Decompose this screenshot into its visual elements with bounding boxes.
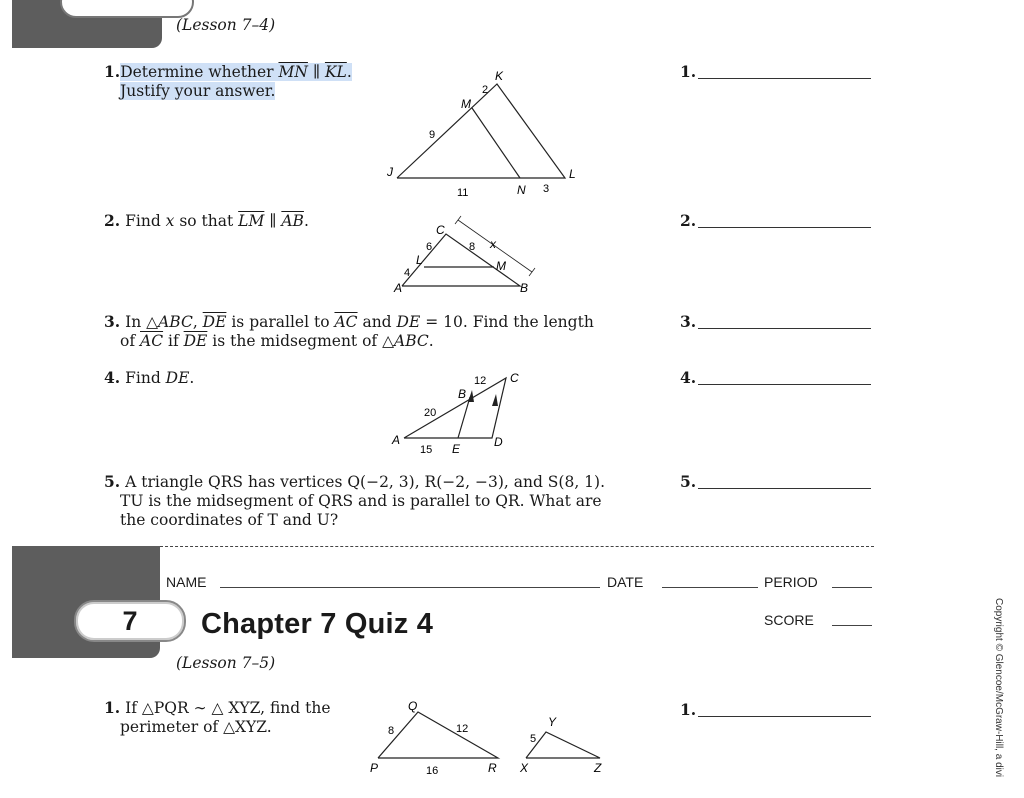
length-label: 11 xyxy=(457,187,469,199)
vertex-label: C xyxy=(436,223,445,237)
answer-blank[interactable]: 3. xyxy=(680,312,871,331)
length-label: x xyxy=(490,237,496,251)
quiz-title: Chapter 7 Quiz 4 xyxy=(201,608,434,640)
vertex-label: X xyxy=(520,761,529,775)
vertex-label: C xyxy=(510,371,519,385)
score-label: SCORE xyxy=(764,612,814,628)
length-label: 8 xyxy=(388,725,395,737)
length-label: 12 xyxy=(474,375,487,387)
vertex-label: R xyxy=(488,761,497,775)
date-label: DATE xyxy=(607,574,644,590)
question-number: 1. xyxy=(104,62,121,81)
chapter-pill-top xyxy=(60,0,194,18)
length-label: 8 xyxy=(469,241,476,253)
length-label: 4 xyxy=(404,267,411,279)
vertex-label: K xyxy=(495,69,504,83)
length-label: 6 xyxy=(426,241,433,253)
question-1: 1.Determine whether $\overline{MN}$ ∥ $\overline{KL}$. Justify your answer. xyxy=(104,62,352,100)
length-label: 12 xyxy=(456,723,469,735)
length-label: 3 xyxy=(543,183,550,195)
question-5: 5. A triangle QRS has vertices Q(−2, 3), R(−2, −3), and S(8, 1). TU is the midsegment of QRS and is parallel to QR. What are the coordinates of T and U? xyxy=(104,472,606,529)
vertex-label: N xyxy=(517,183,526,197)
vertex-label: Z xyxy=(594,761,602,775)
question-3: 3. In △ABC, $\overline{DE}$ is parallel to $\overline{AC}$ and DE = 10. Find the length of $\overline{AC}$ if $\overline{DE}$ is the midsegment of △ABC. xyxy=(104,312,594,350)
vertex-label: A xyxy=(394,281,403,295)
figure-triangle-abc-2 xyxy=(390,214,550,296)
name-label: NAME xyxy=(166,574,207,590)
date-field[interactable] xyxy=(662,586,758,588)
vertex-label: J xyxy=(387,165,393,179)
figure-triangle-jkl xyxy=(385,66,595,202)
answer-blank[interactable]: 1. xyxy=(680,62,871,81)
vertex-label: Y xyxy=(548,715,557,729)
answer-blank[interactable]: 1. xyxy=(680,700,871,719)
length-label: 16 xyxy=(426,765,439,777)
length-label: 20 xyxy=(424,407,437,419)
vertex-label: L xyxy=(416,253,423,267)
answer-blank[interactable]: 2. xyxy=(680,211,871,230)
chapter-number-pill: 7 xyxy=(74,600,186,642)
period-field[interactable] xyxy=(832,586,872,588)
period-label: PERIOD xyxy=(764,574,818,590)
vertex-label: B xyxy=(520,281,529,295)
length-label: 2 xyxy=(482,84,489,96)
cut-line xyxy=(150,546,874,547)
length-label: 15 xyxy=(420,444,433,454)
question-4: 4. Find DE. xyxy=(104,368,195,387)
vertex-label: Q xyxy=(408,699,418,713)
vertex-label: D xyxy=(494,435,503,449)
lesson-label: (Lesson 7–5) xyxy=(176,654,276,672)
length-label: 5 xyxy=(530,733,537,745)
figure-triangle-acd xyxy=(388,368,548,454)
answer-blank[interactable]: 5. xyxy=(680,472,871,491)
vertex-label: P xyxy=(370,761,379,775)
score-field[interactable] xyxy=(832,624,872,626)
vertex-label: A xyxy=(392,433,401,447)
vertex-label: B xyxy=(458,387,467,401)
lesson-label: (Lesson 7–4) xyxy=(176,16,276,34)
quiz4-question-1: 1. If △PQR ∼ △ XYZ, find the perimeter of △XYZ. xyxy=(104,698,331,736)
vertex-label: E xyxy=(452,442,461,454)
copyright-notice: Copyright © Glencoe/McGraw-Hill, a divi xyxy=(993,598,1004,778)
vertex-label: M xyxy=(496,259,506,273)
vertex-label: M xyxy=(461,97,471,111)
vertex-label: L xyxy=(569,167,576,181)
name-field[interactable] xyxy=(220,586,600,588)
figure-similar-triangles xyxy=(364,696,614,780)
question-2: 2. Find x so that $\overline{LM}$ ∥ $\overline{AB}$. xyxy=(104,211,309,230)
length-label: 9 xyxy=(429,129,436,141)
answer-blank[interactable]: 4. xyxy=(680,368,871,387)
